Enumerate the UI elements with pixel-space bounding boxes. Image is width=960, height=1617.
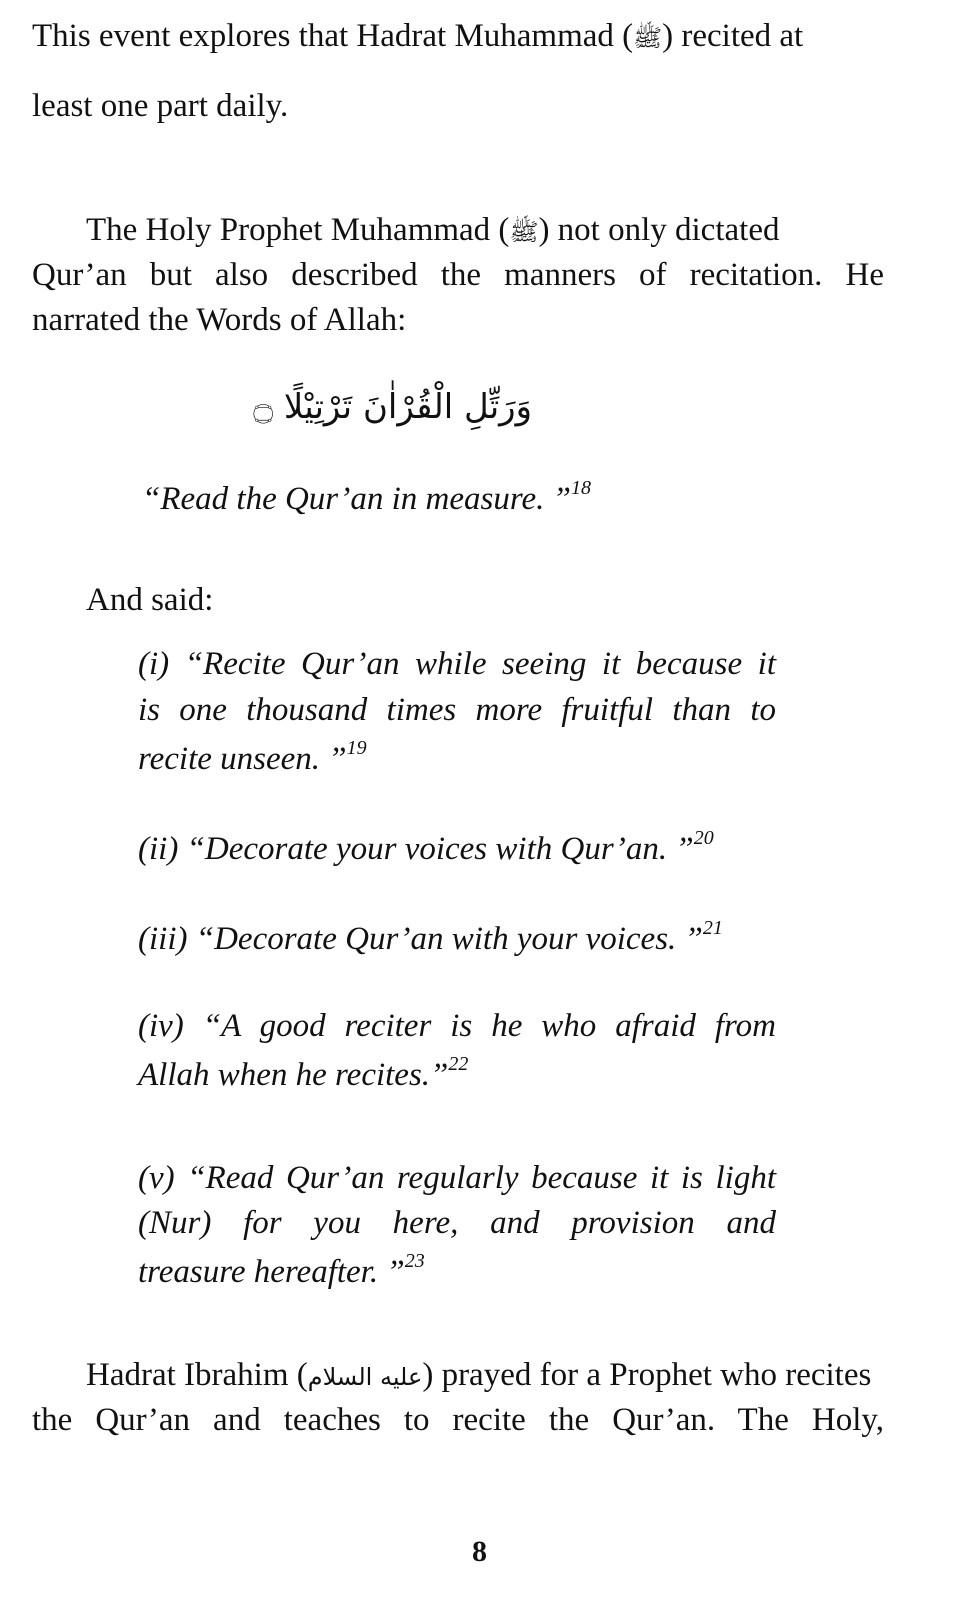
paragraph-1-line-2: least one part daily. bbox=[32, 88, 289, 124]
paragraph-2-line-2: Qur’an but also described the manners of recitation. He bbox=[32, 257, 884, 293]
quote-read-in-measure bbox=[142, 477, 591, 518]
paragraph-2-line-1 bbox=[86, 212, 884, 252]
footnote-ref: 22 bbox=[448, 1053, 469, 1075]
hadith-4-line-1: (iv) “A good reciter is he who afraid from bbox=[138, 1008, 776, 1044]
paragraph-1-line-1 bbox=[32, 18, 884, 58]
quote-text: (ii) “Decorate your voices with Qur’an. ” bbox=[138, 831, 694, 867]
footnote-ref: 19 bbox=[346, 737, 367, 759]
quote-text: “Read the Qur’an in measure. ” bbox=[142, 481, 571, 517]
hadith-1-line-2: is one thousand times more fruitful than to bbox=[138, 692, 776, 728]
pbuh-glyph: ﷺ bbox=[509, 220, 539, 246]
text-span: This event explores that Hadrat Muhammad ( bbox=[32, 18, 634, 54]
quote-text: recite unseen. ” bbox=[138, 741, 347, 777]
footnote-ref: 21 bbox=[702, 917, 723, 939]
footnote-ref: 20 bbox=[693, 827, 714, 849]
hadith-1-line-1: (i) “Recite Qur’an while seeing it because it bbox=[138, 646, 776, 682]
hadith-3 bbox=[138, 917, 723, 958]
hadith-5-line-2: (Nur) for you here, and provision and bbox=[138, 1205, 776, 1241]
text-span: The Holy Prophet Muhammad ( bbox=[86, 212, 510, 248]
quote-text: treasure hereafter. ” bbox=[138, 1254, 405, 1290]
page-number: 8 bbox=[472, 1535, 487, 1568]
hadith-1-line-3 bbox=[138, 737, 367, 778]
footnote-ref: 18 bbox=[570, 477, 591, 499]
hadith-5-line-3 bbox=[138, 1250, 425, 1291]
honorific-glyph: عليه السلام bbox=[307, 1363, 423, 1391]
text-span: ) not only dictated bbox=[538, 212, 780, 248]
text-span: ) prayed for a Prophet who recites bbox=[422, 1357, 872, 1393]
hadith-4-line-2 bbox=[138, 1053, 468, 1094]
quote-text: (iii) “Decorate Qur’an with your voices. ” bbox=[138, 921, 703, 957]
footnote-ref: 23 bbox=[404, 1250, 425, 1272]
paragraph-3-line-2: the Qur’an and teaches to recite the Qur’an. The Holy, bbox=[32, 1402, 884, 1438]
paragraph-3-line-1 bbox=[86, 1357, 884, 1394]
arabic-verse: وَرَتِّلِ الْقُرْاٰنَ تَرْتِيْلًا ۝ bbox=[253, 387, 532, 427]
hadith-5-line-1: (v) “Read Qur’an regularly because it is light bbox=[138, 1160, 776, 1196]
and-said-text: And said: bbox=[86, 582, 214, 618]
quote-text: Allah when he recites.” bbox=[138, 1057, 449, 1093]
pbuh-glyph: ﷺ bbox=[633, 26, 663, 52]
paragraph-2-line-3: narrated the Words of Allah: bbox=[32, 302, 407, 338]
hadith-2 bbox=[138, 827, 714, 868]
text-span: Hadrat Ibrahim ( bbox=[86, 1357, 308, 1393]
text-span: ) recited at bbox=[662, 18, 804, 54]
